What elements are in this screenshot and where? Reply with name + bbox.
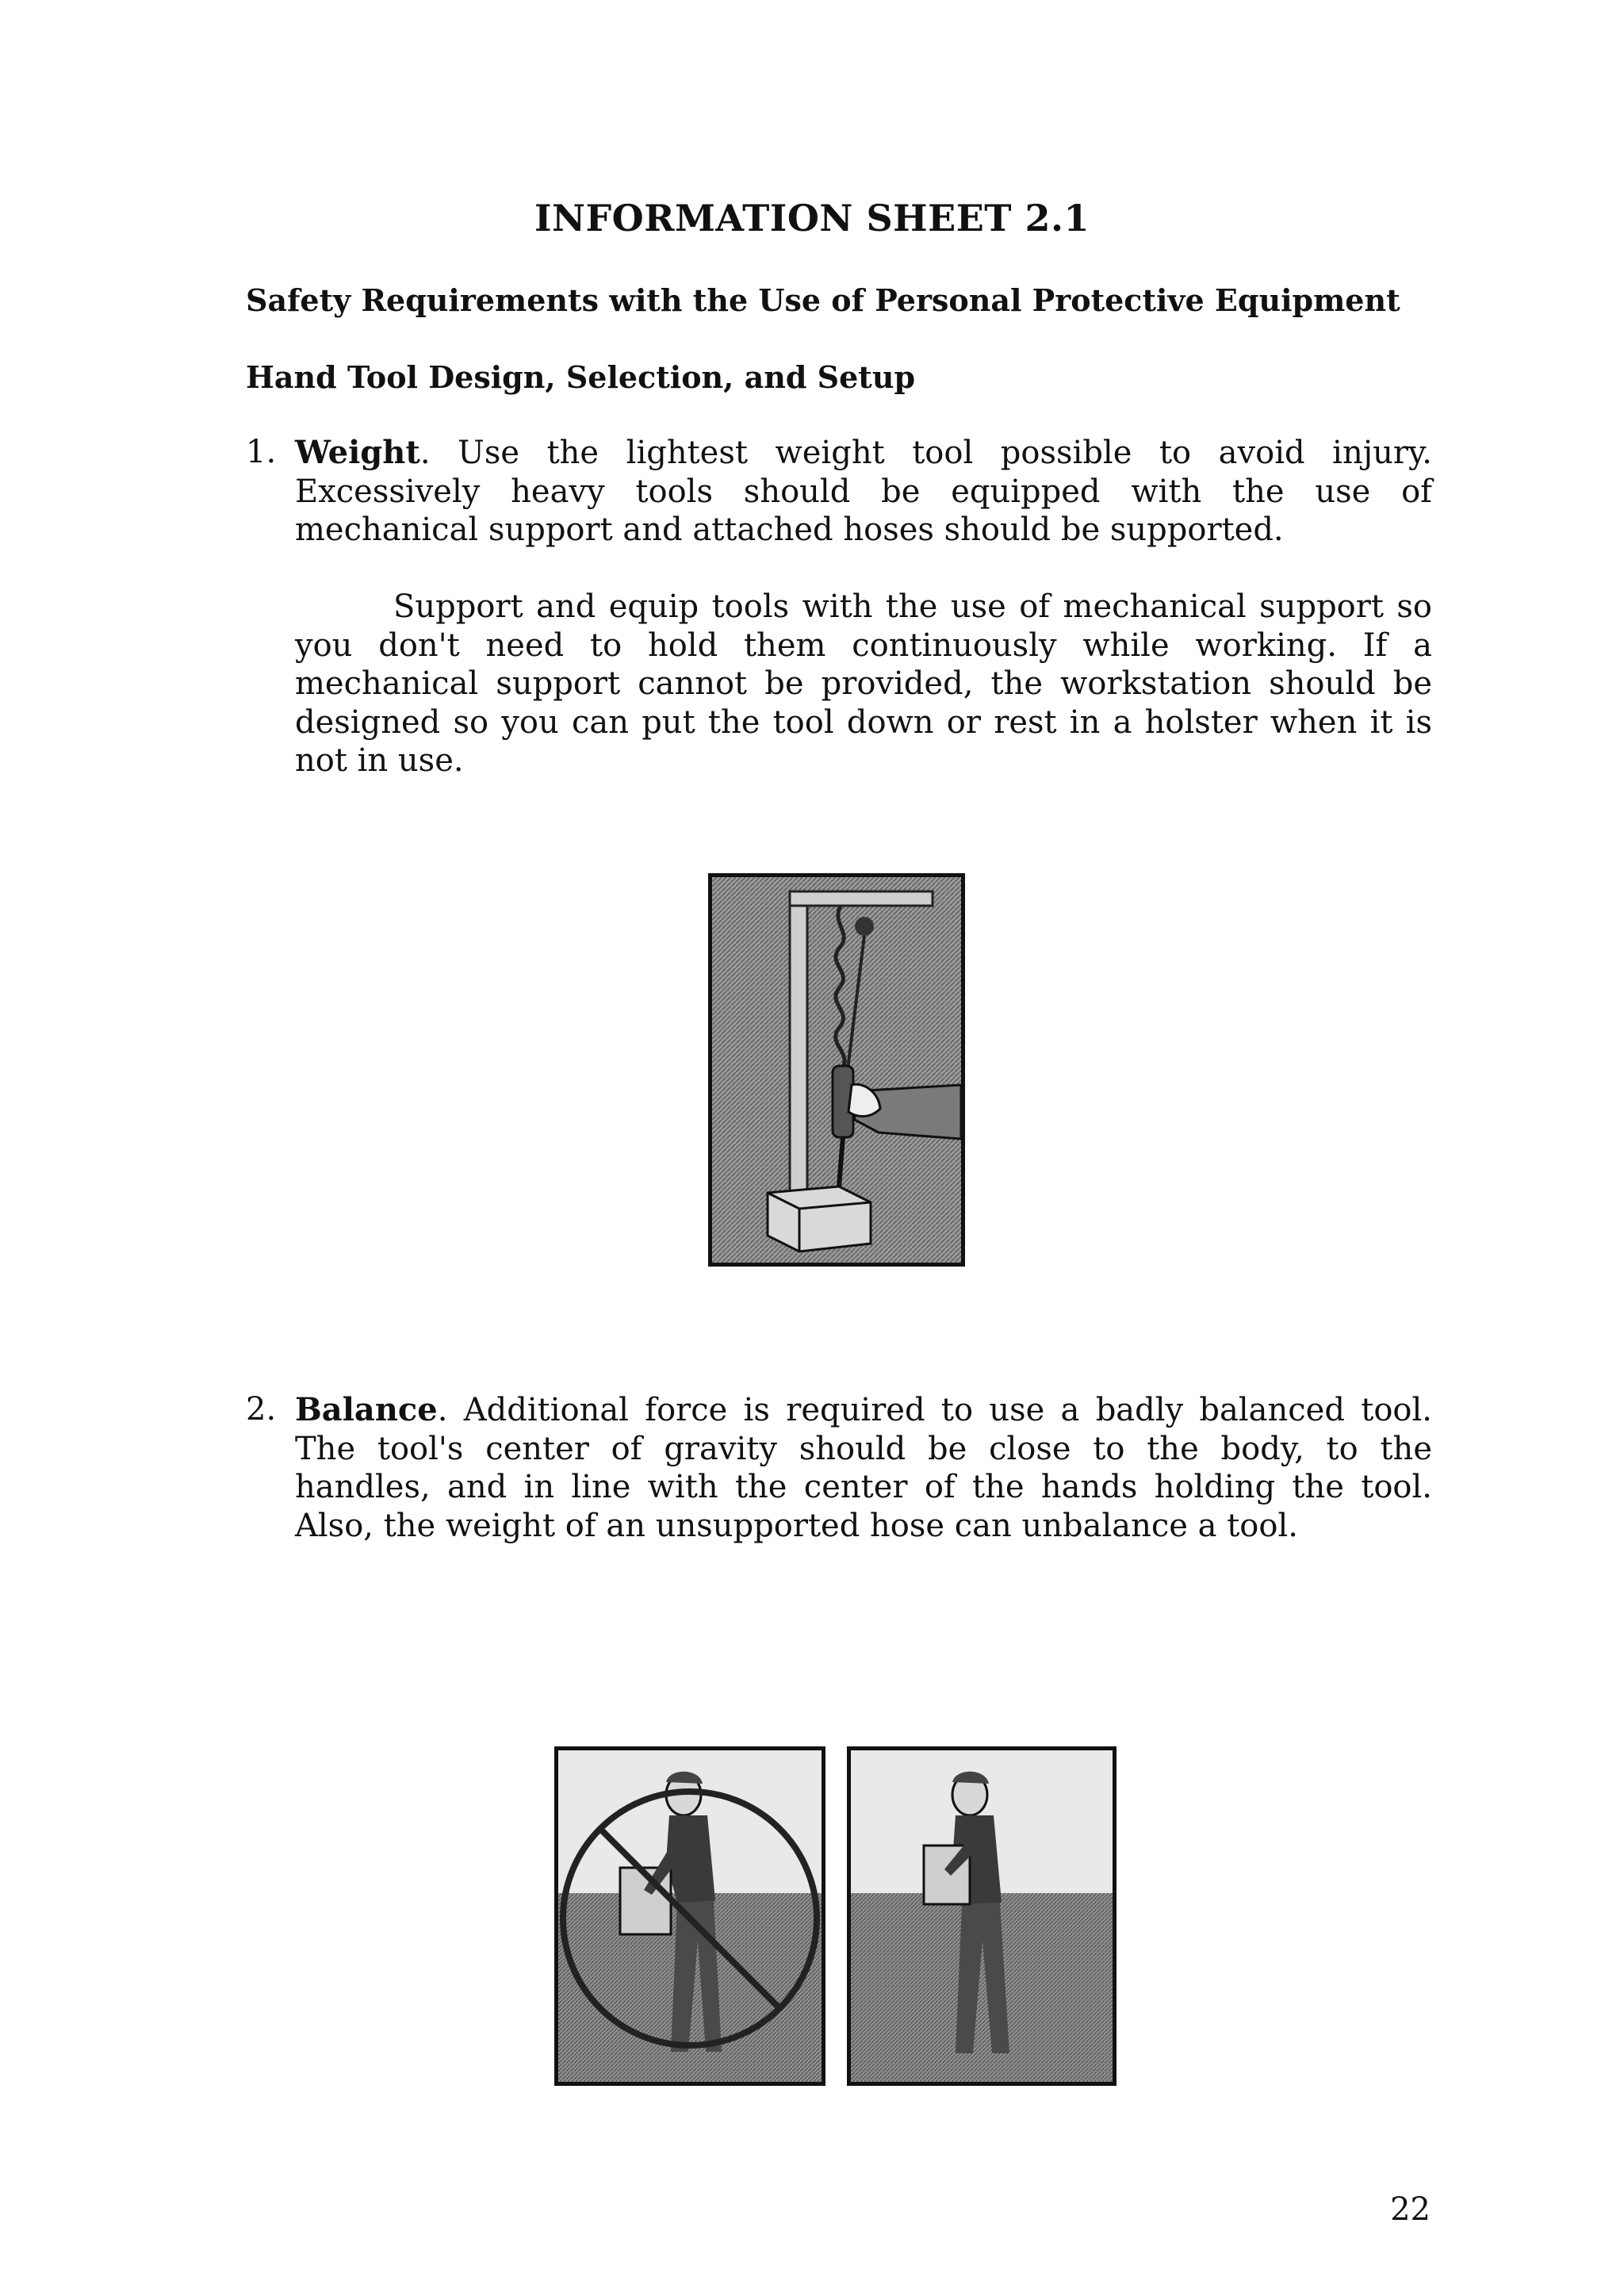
incorrect-carry-illustration — [554, 1746, 825, 2086]
section-heading: Safety Requirements with the Use of Personal Protective Equipment — [246, 282, 1400, 318]
item-term-weight: Weight — [295, 434, 420, 471]
item-text-balance: . Additional force is required to use a badly balanced tool. The tool's center of gravity should be close to the body, to the handles, and in line with the center of the hands holding the tool. Also, the weight of an unsupported hose can unbalance a tool. — [295, 1392, 1432, 1544]
item-number-weight: 1. — [246, 434, 277, 470]
item-weight-paragraph — [295, 434, 1432, 550]
item-number-balance: 2. — [246, 1391, 277, 1428]
page-title: INFORMATION SHEET 2.1 — [534, 197, 1090, 240]
correct-carry-illustration — [847, 1746, 1116, 2086]
page-number: 22 — [1390, 2191, 1431, 2228]
section-subheading: Hand Tool Design, Selection, and Setup — [246, 359, 916, 395]
correct-carry-drawing — [851, 1750, 1113, 2082]
tool-support-drawing — [712, 877, 961, 1263]
incorrect-carry-drawing — [558, 1750, 822, 2082]
item-text-weight: . Use the lightest weight tool possible to avoid injury. Excessively heavy tools should be equipped with the use of mechanical support and attached hoses should be supported. — [295, 435, 1432, 548]
item-weight-extra-paragraph: Support and equip tools with the use of mechanical support so you don't need to hold them continuously while working. If a mechanical support cannot be provided, the workstation should be designed so you can put the tool down or rest in a holster when it is not in use. — [295, 588, 1432, 779]
tool-support-illustration — [708, 873, 965, 1267]
item-term-balance: Balance — [295, 1391, 438, 1428]
item-balance-paragraph — [295, 1391, 1432, 1545]
